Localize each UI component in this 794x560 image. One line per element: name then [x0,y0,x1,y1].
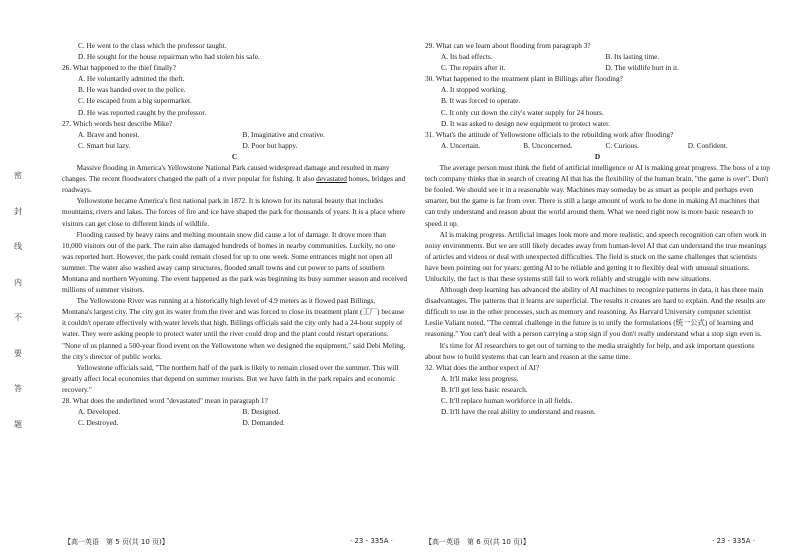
q30-option-d: D. It was asked to design new equipment to protect water. [441,118,611,128]
question-31: 31. What's the attitude of Yellowstone officials to the rebuilding work after flooding? [425,129,674,139]
q32-option-d: D. It'll have the real ability to understand and reason. [441,407,596,417]
q29-option-d: D. The wildlife hurt in it. [605,63,679,73]
q29-option-b: B. Its lasting time. [605,52,660,62]
footer-left-code: · 23 - 335A · [350,537,393,545]
q29-option-c: C. The repairs after it. [441,63,506,73]
q30-option-a: A. It stopped working. [441,85,507,95]
q30-option-b: B. It was forced to operate. [441,96,521,106]
footer-right-label: 【高一英语 第 6 页(共 10 页)】 [425,538,530,546]
q26-option-b: B. He was handed over to the police. [78,85,186,95]
passage-d-paragraph-2: AI is making progress. Artificial images look more and more realistic, and speech recognition can often work in noisy environments. But we are still likely decades away from human-level AI that can understand the true meanings of articles and videos or deal with unexpected difficulties. The field is stuck on the same challenges that scientists have been pointing out for years: getting AI to be reliable and getting it to flexibly deal with unusual situations. Unluckily, the fact is that these systems still fail to work reliably and struggle with new situations. [425,229,767,283]
q27-option-d: D. Poor but happy. [242,140,298,150]
passage-c-paragraph-3: Flooding caused by heavy rains and melting mountain snow did cause a lot of damage. It drove more than 10,000 visitors out of the park. The rain also damaged hundreds of homes in nearby communities. Luckily, no one was reported hurt. However, the park could remain closed for up to one week. Some entrances might not open all summer. The water also washed away camp structures, flooded small towns and cut power to parts of southern Montana and northern Wyoming. The event happened as the park was beginning its busy summer season and received millions of summer visitors. [62,229,407,295]
q29-option-a: A. Its bad effects. [441,52,493,62]
passage-d-paragraph-4: It's time for AI researchers to get out of turning to the media straightly for help, and ask important questions about how to build systems that can learn and reason at the same time. [425,340,755,361]
q32-option-a: A. It'll make less progress. [441,373,519,383]
question-32: 32. What does the author expect of AI? [425,362,540,372]
q30-option-c: C. It only cut down the city's water supply for 24 hours. [441,107,604,117]
q31-option-d: D. Confident. [687,140,728,150]
q25-option-c: C. He went to the class which the professor taught. [78,41,227,50]
q27-options-row1 [62,129,407,140]
question-29: 29. What can we learn about flooding from paragraph 3? [425,41,591,50]
q28-option-a: A. Developed. [78,407,121,417]
passage-c-paragraph-1 [62,162,407,195]
passage-d-paragraph-1: The average person must think the field of artificial intelligence or AI is making great progress. The boss of a top tech company thinks that in search of creating AI that has the flexibility of the human brain, "the game is over". Don't be fooled. We should see it in a reasonable way. Machines may someday be as smart as people and perhaps even smarter, but the game is far from over. There is still a large amount of work to be done in making AI machines that can truly understand and reason about the world around them. What we need right now is more basic research to speed it up. [425,163,770,228]
q27-option-c: C. Smart but lazy. [78,140,131,150]
passage-c-paragraph-5: Yellowstone officials said, "The northern half of the park is likely to remain closed over the summer. This will greatly affect local economies that depend on summer tourists. But we have faith in the park repairs and economic recovery." [62,362,399,394]
q31-options [425,140,770,151]
right-column [425,40,770,530]
q25-option-d: D. He sought for the house repairman who had stolen his safe. [78,52,260,62]
q28-option-c: C. Destroyed. [78,418,119,428]
q27-option-a: A. Brave and honest. [78,129,140,139]
binding-char: 答 [14,384,22,394]
binding-char: 线 [14,242,22,252]
q31-option-a: A. Uncertain. [441,140,481,150]
q27-option-b: B. Imaginative and creative. [242,129,325,139]
p1-text-a: Massive flooding in America's Yellowstone National Park caused widespread damage and resulted in many changes. The recent floodwaters changed the path of a river popular for fishing. It also [62,163,390,184]
q29-options-row1 [425,51,770,62]
q29-options-row2 [425,62,770,73]
section-d-heading: D [594,151,601,161]
passage-c-paragraph-2: Yellowstone became America's first national park in 1872. It is known for its natural beauty that includes mountains, rivers and lakes. The forces of fire and ice have shaped the park for thousands of years. It is a place where visitors can get close to different kinds of wildlife. [62,196,406,228]
binding-char: 要 [14,348,22,358]
footer-right-code: · 23 - 335A · [712,537,755,545]
question-30: 30. What happened to the treatment plant in Billings after flooding? [425,74,623,84]
binding-margin [10,170,26,430]
q31-option-c: C. Curious. [605,140,639,150]
left-column [62,40,407,530]
footer-left-label: 【高一英语 第 5 页(共 10 页)】 [64,538,169,546]
question-27: 27. Which words best describe Mike? [62,118,173,128]
question-26: 26. What happened to the thief finally? [62,63,176,73]
q31-option-b: B. Unconcerned. [523,140,573,150]
q28-option-b: B. Designed. [242,407,281,417]
binding-char: 密 [14,171,22,180]
q32-option-b: B. It'll get less basic research. [441,384,528,394]
q28-options-row1 [62,406,407,417]
q26-option-d: D. He was reported caught by the professor. [78,107,207,117]
q28-options-row2 [62,417,407,428]
binding-char: 内 [14,277,22,287]
binding-char: 不 [14,313,22,323]
passage-d-paragraph-3: Although deep learning has advanced the ability of AI machines to recognize patterns in data, it has three main disadvantages. The patterns that it learns are superficial. The results it creates are hard to explain. And the results are difficult to use in the other processes, such as memory and reasoning. As Harvard University computer scientist Leslie Valiant noted, "The central challenge in the future is to unify the formulations (统一公式) of learning and reasoning." You can't deal with a person carrying a stop sign if you don't really understand what a stop sign even is. [425,285,766,339]
q27-options-row2 [62,140,407,151]
binding-char: 封 [14,206,22,216]
section-c-heading: C [231,151,238,161]
q26-option-c: C. He escaped from a big supermarket. [78,96,192,106]
q26-option-a: A. He voluntarily admitted the theft. [78,74,185,84]
question-28: 28. What does the underlined word "devastated" mean in paragraph 1? [62,396,268,405]
underlined-word: devastated [316,174,347,184]
q28-option-d: D. Demanded. [242,418,285,428]
binding-char: 题 [14,419,22,429]
p1-text-b: homes, bridges and roadways. [62,174,406,195]
passage-c-paragraph-4: The Yellowstone River was running at a historically high level of 4.9 meters as it flowed past Billings, Montana's largest city. The city got its water from the river and was forced to close its treatment plant (工厂) because it couldn't operate effectively with water levels that high. Billings officials said the city only had a 24-hour supply of water. They were asking people to protect water until the river could drop and the plant could restart operations. "None of us planned a 500-year flood event on the Yellowstone when we designed the equipment," said Debi Meling, the city's director of public works. [62,296,406,361]
q32-option-c: C. It'll replace human workforce in all fields. [441,396,573,405]
